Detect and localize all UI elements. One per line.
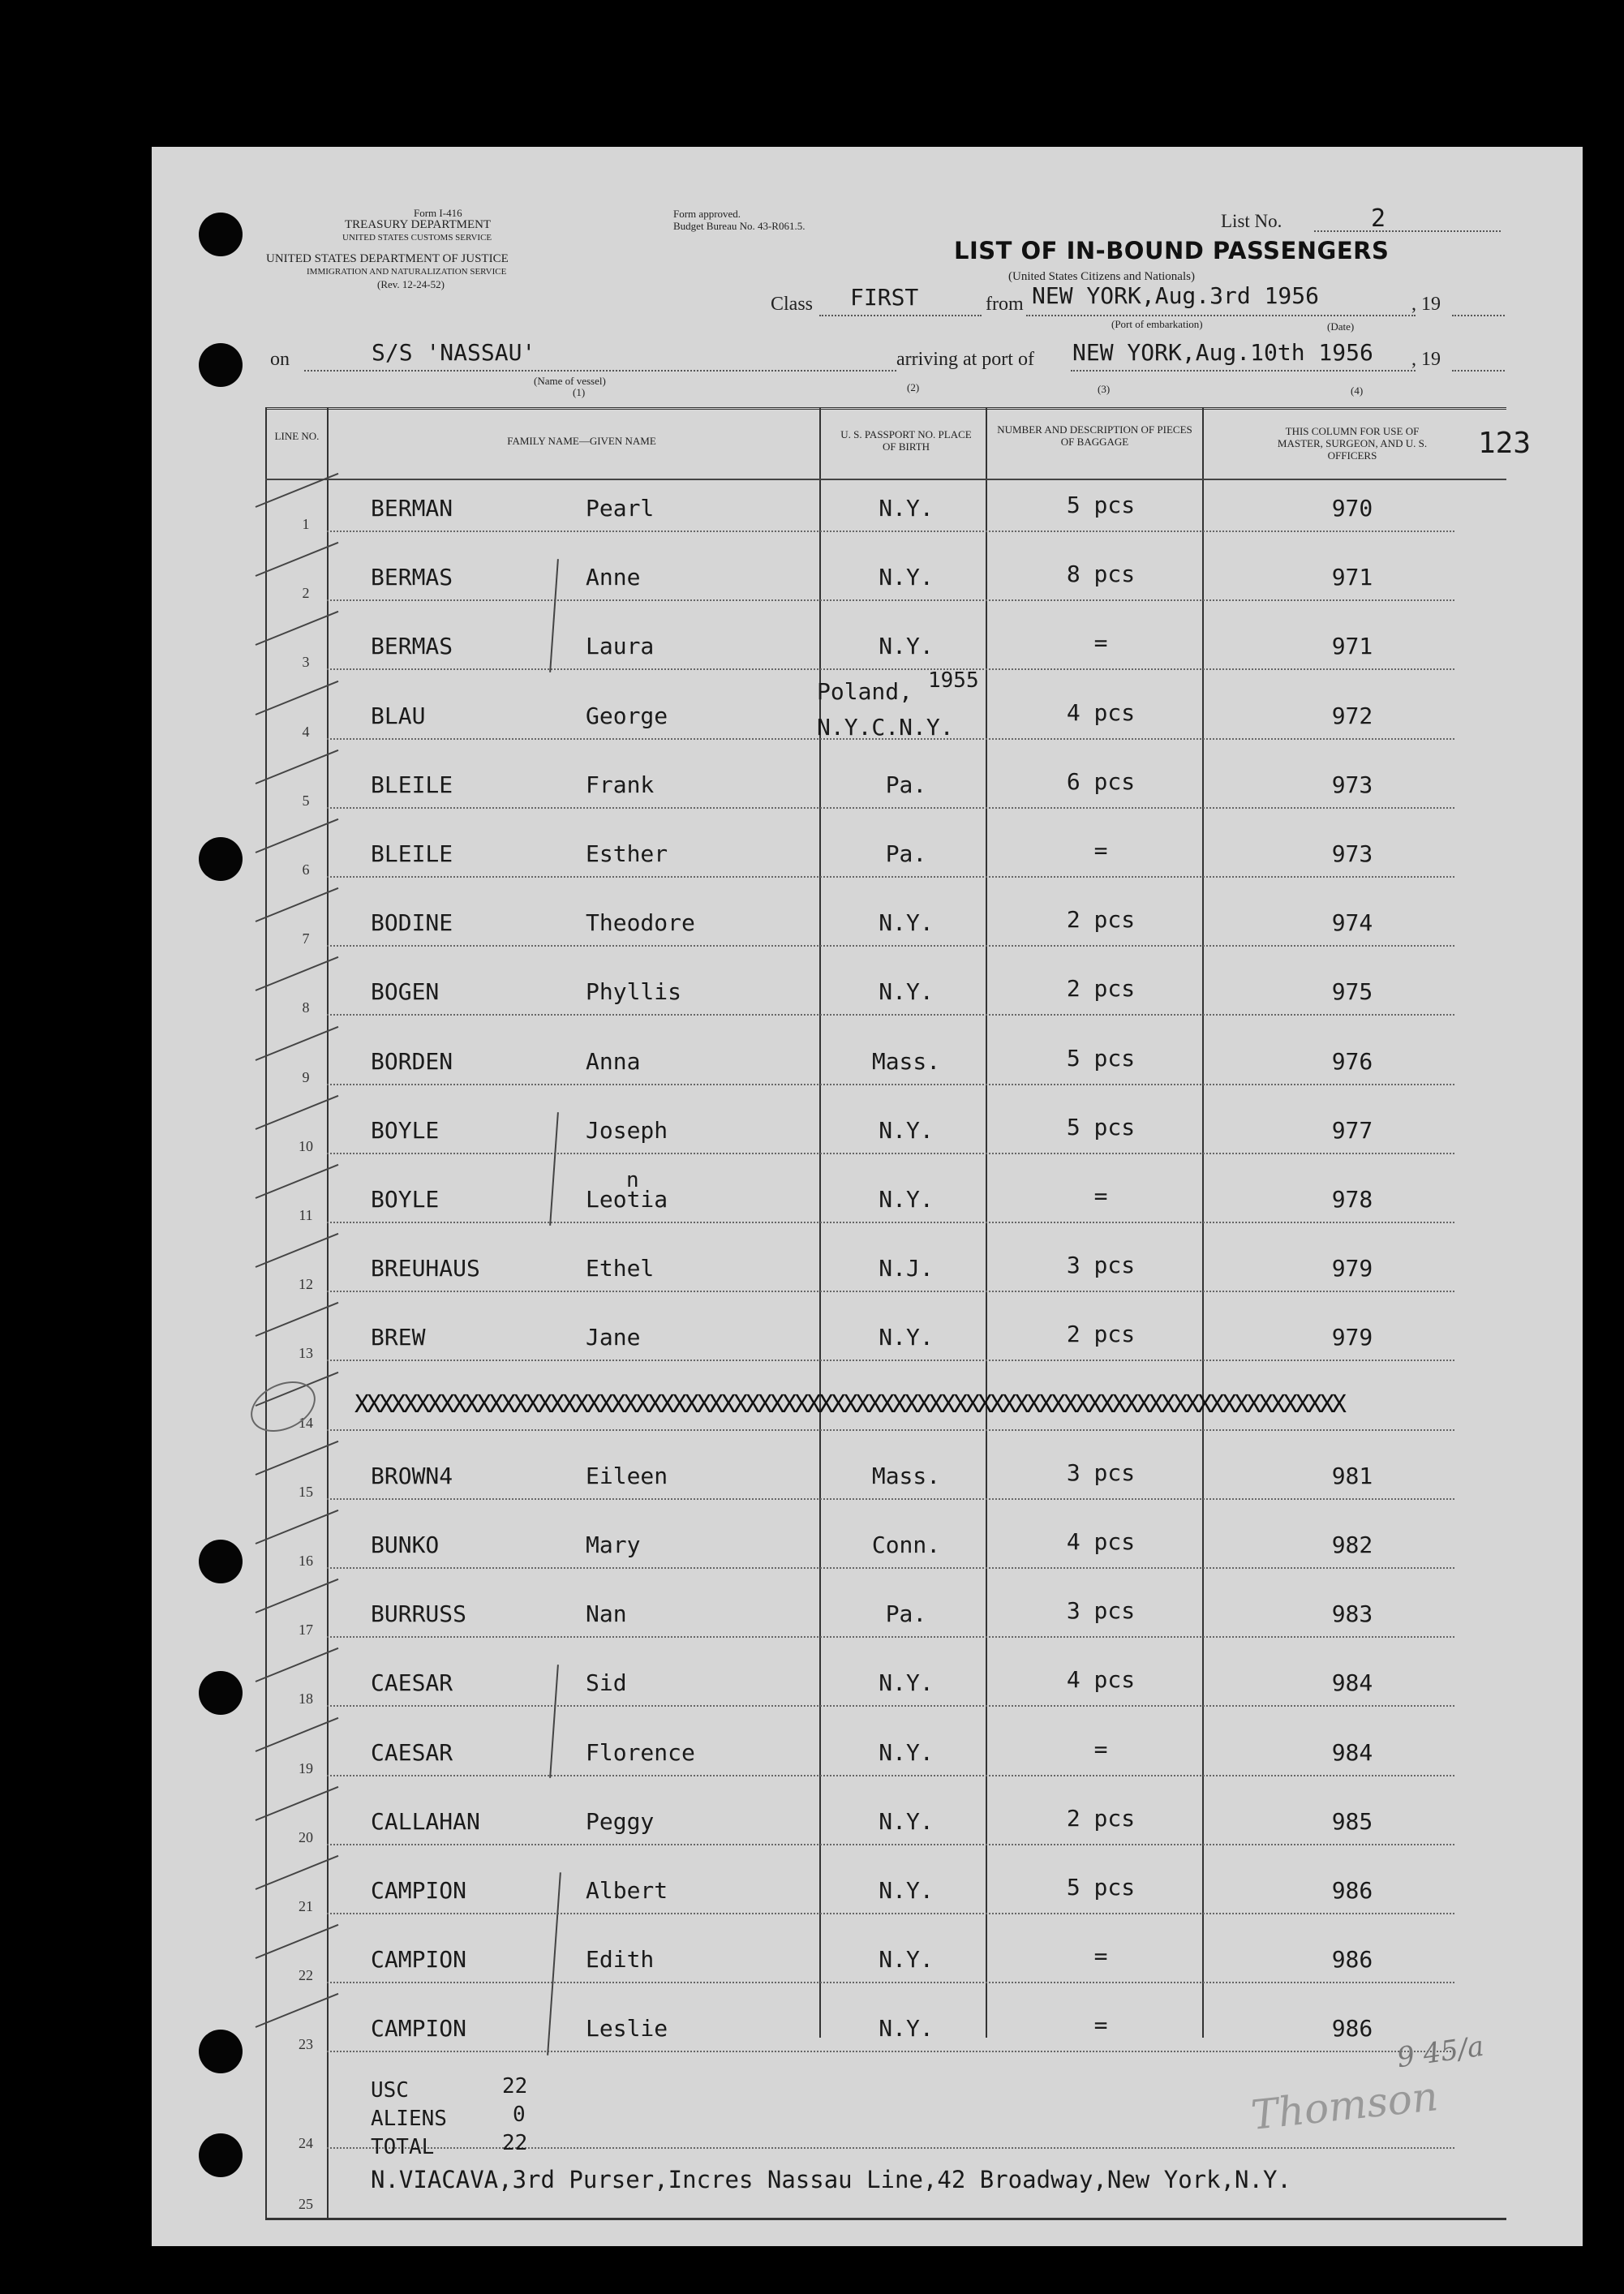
from-label: from <box>986 294 1024 315</box>
officer-number: 973 <box>1331 771 1373 798</box>
place-of-birth: Conn. <box>871 1531 941 1558</box>
purser-signature-line: N.VIACAVA,3rd Purser,Incres Nassau Line,42 Broadway,New York,N.Y. <box>371 2166 1291 2193</box>
struck-out-entry: XXXXXXXXXXXXXXXXXXXXXXXXXXXXXXXXXXXXXXXXXXXXXXXXXXXXXXXXXXXXXXXXXXXXXXXXXXXXXXXXX <box>354 1390 1344 1419</box>
header-bottom-border <box>265 479 1506 480</box>
table-row <box>265 1450 1506 1519</box>
passenger-table <box>265 407 1506 2222</box>
officer-number: 977 <box>1331 1116 1373 1144</box>
row-divider <box>327 1429 1454 1431</box>
arriving-label: arriving at port of <box>896 349 1034 370</box>
given-name: Mary <box>586 1531 641 1558</box>
table-row <box>265 827 1506 896</box>
form-number: Form I-416 <box>414 207 462 219</box>
row-divider <box>327 2051 1454 2052</box>
date-caption: (Date) <box>1327 320 1355 333</box>
baggage-count: = <box>1093 837 1108 864</box>
line-number: 6 <box>302 861 310 878</box>
baggage-count: = <box>1093 1735 1108 1763</box>
table-row <box>265 965 1506 1034</box>
punch-hole <box>199 1671 243 1715</box>
officer-number: 972 <box>1331 702 1373 729</box>
row-divider <box>327 1360 1454 1361</box>
baggage-count: 4 pcs <box>1066 1666 1136 1694</box>
officer-number: 986 <box>1331 2015 1373 2043</box>
line-number: 7 <box>302 930 310 947</box>
place-of-birth: N.Y.C.N.Y. <box>817 713 954 741</box>
handwritten-signature: Thomson <box>1248 2073 1441 2139</box>
col-caption-3: (3) <box>1098 383 1111 395</box>
class-underline <box>819 315 982 316</box>
usc-value: 22 <box>502 2074 528 2099</box>
place-of-birth: Pa. <box>885 1600 927 1628</box>
baggage-count: 2 pcs <box>1066 906 1136 934</box>
department-of-justice: UNITED STATES DEPARTMENT OF JUSTICE <box>266 252 509 265</box>
row-divider <box>327 1844 1454 1845</box>
officer-number: 978 <box>1331 1186 1373 1213</box>
usc-label: USC <box>371 2078 409 2103</box>
line-number: 13 <box>299 1345 313 1362</box>
baggage-count: = <box>1093 629 1108 657</box>
table-row <box>265 896 1506 965</box>
family-name: BOGEN <box>371 978 440 1006</box>
treasury-department: TREASURY DEPARTMENT <box>345 218 492 231</box>
family-name: CAMPION <box>371 1877 467 1904</box>
line-number: 19 <box>299 1759 313 1776</box>
baggage-count: 8 pcs <box>1066 561 1136 588</box>
given-name: Albert <box>586 1877 668 1904</box>
given-name: Nan <box>586 1600 627 1628</box>
baggage-count: 5 pcs <box>1066 1044 1136 1072</box>
given-name: Phyllis <box>586 978 682 1006</box>
place-of-birth: N.Y. <box>879 1669 934 1697</box>
line-number: 12 <box>299 1276 313 1293</box>
col-caption-4: (4) <box>1351 384 1364 397</box>
line-number: 3 <box>302 654 310 671</box>
officer-number: 970 <box>1331 495 1373 522</box>
list-number: 2 <box>1371 204 1386 233</box>
vessel-caption: (Name of vessel) <box>534 375 606 387</box>
budget-bureau: Budget Bureau No. 43-R061.5. <box>673 220 806 232</box>
line-number: 11 <box>299 1207 313 1223</box>
family-name: BREW <box>371 1324 426 1351</box>
family-name: CAMPION <box>371 2015 467 2043</box>
family-name: BOYLE <box>371 1116 440 1144</box>
line-number: 9 <box>302 1068 310 1085</box>
baggage-count: 6 pcs <box>1066 767 1136 795</box>
place-of-birth: N.Y. <box>879 1324 934 1351</box>
table-bottom-border <box>265 2218 1506 2220</box>
baggage-count: 5 pcs <box>1066 492 1136 518</box>
baggage-count: 4 pcs <box>1066 698 1136 726</box>
list-no-underline <box>1314 230 1501 232</box>
row-divider <box>327 1222 1454 1223</box>
line-number: 2 <box>302 585 310 602</box>
family-name: BREUHAUS <box>371 1255 480 1282</box>
aliens-value: 0 <box>513 2103 526 2127</box>
class-value: FIRST <box>850 284 919 311</box>
table-row <box>265 1035 1506 1104</box>
baggage-count: = <box>1093 1943 1108 1970</box>
margin-note: 9 45/a <box>1394 2030 1486 2075</box>
place-of-birth: N.Y. <box>879 564 934 591</box>
family-name: CAESAR <box>371 1669 453 1697</box>
table-row <box>265 1381 1506 1450</box>
line-number: 25 <box>299 2196 313 2212</box>
punch-hole <box>199 1540 243 1583</box>
from-underline <box>1026 315 1416 316</box>
place-of-birth: Mass. <box>871 1047 941 1075</box>
given-name: Edith <box>586 1946 655 1974</box>
arrival-value: NEW YORK,Aug.10th 1956 <box>1072 339 1373 366</box>
row-divider <box>327 945 1454 947</box>
row-divider <box>327 531 1454 532</box>
officer-number: 974 <box>1331 909 1373 937</box>
row-divider <box>327 738 1454 740</box>
arrival-underline <box>1071 370 1416 372</box>
given-name: Laura <box>586 633 655 660</box>
table-row <box>265 1933 1506 2002</box>
place-of-birth: N.Y. <box>879 1807 934 1835</box>
col-header-name: FAMILY NAME—GIVEN NAME <box>507 435 656 447</box>
class-label: Class <box>771 294 814 315</box>
line-number: 18 <box>299 1690 313 1708</box>
officer-number: 976 <box>1331 1047 1373 1075</box>
place-of-birth: N.Y. <box>879 1946 934 1974</box>
row-divider <box>327 1982 1454 1983</box>
table-row <box>265 1242 1506 1311</box>
col-header-line: LINE NO. <box>274 430 320 442</box>
row-divider <box>327 807 1454 809</box>
col-header-baggage: NUMBER AND DESCRIPTION OF PIECES OF BAGGAGE <box>997 423 1192 448</box>
baggage-count: 3 pcs <box>1066 1252 1136 1279</box>
place-of-birth: N.Y. <box>879 495 934 522</box>
table-row <box>265 1726 1506 1795</box>
list-label: List No. <box>1221 211 1282 231</box>
family-name: BLEILE <box>371 840 453 867</box>
family-name: CALLAHAN <box>371 1807 480 1835</box>
year-label-2: , 19 <box>1411 349 1441 370</box>
officer-number: 975 <box>1331 978 1373 1006</box>
officer-number: 984 <box>1331 1669 1373 1697</box>
place-of-birth: N.Y. <box>879 633 934 660</box>
line-number: 16 <box>299 1553 313 1569</box>
row-divider <box>327 599 1454 601</box>
place-of-birth: N.Y. <box>879 1877 934 1904</box>
place-of-birth: Pa. <box>885 771 927 798</box>
given-name: Ethel <box>586 1255 655 1282</box>
row-divider <box>327 1084 1454 1085</box>
place-of-birth: N.Y. <box>879 2015 934 2043</box>
family-name: BUNKO <box>371 1531 440 1558</box>
given-name: Leotia <box>586 1186 668 1213</box>
family-name: BERMAN <box>371 495 453 522</box>
officer-number: 986 <box>1331 1877 1373 1904</box>
place-of-birth: N.Y. <box>879 978 934 1006</box>
place-of-birth-country: Poland, <box>817 677 913 705</box>
baggage-count: 2 pcs <box>1066 975 1136 1003</box>
given-name: George <box>586 702 668 729</box>
line-number: 1 <box>302 516 310 532</box>
col-caption-1: (1) <box>573 386 586 398</box>
given-name: Peggy <box>586 1807 655 1835</box>
total-value: 22 <box>502 2131 528 2155</box>
line-number: 20 <box>299 1828 313 1845</box>
table-row <box>265 1864 1506 1933</box>
officer-number: 971 <box>1331 564 1373 591</box>
given-name: Frank <box>586 771 655 798</box>
given-name: Florence <box>586 1738 695 1766</box>
given-name: Pearl <box>586 495 655 522</box>
punch-hole <box>199 2133 243 2177</box>
family-name: BOYLE <box>371 1186 440 1213</box>
row-divider <box>327 1705 1454 1707</box>
form-subtitle: (United States Citizens and Nationals) <box>1008 270 1195 283</box>
family-name: CAMPION <box>371 1946 467 1974</box>
officer-number: 971 <box>1331 633 1373 660</box>
baggage-count: 2 pcs <box>1066 1321 1136 1348</box>
year-label-1: , 19 <box>1411 294 1441 315</box>
line-number: 17 <box>299 1622 313 1639</box>
officer-number: 981 <box>1331 1462 1373 1489</box>
row-divider <box>327 1636 1454 1638</box>
officer-number: 982 <box>1331 1531 1373 1558</box>
table-row <box>265 758 1506 827</box>
total-label: TOTAL <box>371 2135 435 2159</box>
place-of-birth: Mass. <box>871 1462 941 1489</box>
customs-service: UNITED STATES CUSTOMS SERVICE <box>342 233 492 243</box>
col-caption-2: (2) <box>907 381 920 393</box>
place-of-birth: N.Y. <box>879 1186 934 1213</box>
form-approved: Form approved. <box>673 208 741 220</box>
aliens-label: ALIENS <box>371 2107 447 2131</box>
row-divider <box>327 1291 1454 1292</box>
baggage-count: 3 pcs <box>1066 1597 1136 1625</box>
table-row <box>265 1311 1506 1380</box>
port-embarkation-caption: (Port of embarkation) <box>1111 318 1203 330</box>
punch-hole <box>199 213 243 256</box>
officer-number: 973 <box>1331 840 1373 867</box>
family-name: BORDEN <box>371 1047 453 1075</box>
line-number: 4 <box>302 723 310 740</box>
family-name: BURRUSS <box>371 1600 467 1628</box>
given-name: Anna <box>586 1047 641 1075</box>
line-number: 24 <box>299 2135 313 2151</box>
place-of-birth: Pa. <box>885 840 927 867</box>
table-row <box>265 668 1506 758</box>
officer-number: 985 <box>1331 1807 1373 1835</box>
baggage-count: 2 pcs <box>1066 1804 1136 1832</box>
form-title: LIST OF IN-BOUND PASSENGERS <box>954 237 1390 264</box>
family-name: BROWN4 <box>371 1462 453 1489</box>
naturalization-year: 1955 <box>928 668 979 693</box>
row-divider <box>327 1498 1454 1500</box>
officer-number: 979 <box>1331 1255 1373 1282</box>
line-number: 10 <box>299 1137 313 1154</box>
baggage-count: 3 pcs <box>1066 1458 1136 1486</box>
vessel-name: S/S 'NASSAU' <box>372 339 536 366</box>
line-number: 22 <box>299 1967 313 1984</box>
table-row <box>265 1104 1506 1173</box>
punch-hole <box>199 343 243 387</box>
row-divider <box>327 1913 1454 1914</box>
table-row <box>265 1168 1506 1242</box>
punch-hole <box>199 2030 243 2073</box>
row-divider <box>327 1014 1454 1016</box>
col-header-officers: THIS COLUMN FOR USE OF MASTER, SURGEON, AND U. S. OFFICERS <box>1277 425 1428 462</box>
given-name: Eileen <box>586 1462 668 1489</box>
line-number: 8 <box>302 999 310 1016</box>
baggage-count: 4 pcs <box>1066 1528 1136 1555</box>
baggage-count: 5 pcs <box>1066 1113 1136 1141</box>
row-divider <box>327 2147 1454 2149</box>
given-name: Jane <box>586 1324 641 1351</box>
place-of-birth: N.Y. <box>879 1738 934 1766</box>
family-name: BLAU <box>371 702 426 729</box>
officer-number: 984 <box>1331 1738 1373 1766</box>
family-name: BODINE <box>371 909 453 937</box>
row-divider <box>327 1153 1454 1154</box>
line-number: 23 <box>299 2036 313 2053</box>
baggage-count: 5 pcs <box>1066 1874 1136 1901</box>
table-row <box>265 482 1506 551</box>
given-name: Anne <box>586 564 641 591</box>
officer-number: 986 <box>1331 1946 1373 1974</box>
baggage-count: = <box>1093 2012 1108 2039</box>
place-of-birth: N.Y. <box>879 1116 934 1144</box>
ins-label: IMMIGRATION AND NATURALIZATION SERVICE <box>307 267 507 277</box>
on-label: on <box>270 349 290 370</box>
family-name: BERMAS <box>371 564 453 591</box>
line-number: 21 <box>299 1898 313 1914</box>
baggage-count: = <box>1093 1183 1108 1209</box>
revision-date: (Rev. 12-24-52) <box>377 278 445 290</box>
table-row <box>265 1656 1506 1725</box>
officer-number: 979 <box>1331 1324 1373 1351</box>
line-number: 14 <box>299 1414 313 1431</box>
family-name: BERMAS <box>371 633 453 660</box>
table-row <box>265 551 1506 620</box>
vessel-underline <box>304 370 896 372</box>
row-divider <box>327 876 1454 878</box>
table-row <box>265 1587 1506 1656</box>
row-divider <box>327 1567 1454 1569</box>
row-divider <box>327 1775 1454 1776</box>
table-row <box>265 1795 1506 1864</box>
given-name: Esther <box>586 840 668 867</box>
line-number: 15 <box>299 1483 313 1500</box>
table-row <box>265 1519 1506 1587</box>
table-row <box>265 2002 1506 2071</box>
officer-number: 983 <box>1331 1600 1373 1628</box>
handwritten-insertion: n <box>626 1168 639 1192</box>
table-top-border <box>265 407 1506 410</box>
place-of-birth: N.Y. <box>879 909 934 937</box>
row-divider <box>327 668 1454 670</box>
year-underline-2 <box>1452 370 1505 372</box>
family-name: BLEILE <box>371 771 453 798</box>
given-name: Sid <box>586 1669 627 1697</box>
given-name: Joseph <box>586 1116 668 1144</box>
given-name: Leslie <box>586 2015 668 2043</box>
col-header-passport: U. S. PASSPORT NO. PLACE OF BIRTH <box>840 428 972 453</box>
place-of-birth: N.J. <box>879 1255 934 1282</box>
from-value: NEW YORK,Aug.3rd 1956 <box>1032 282 1320 309</box>
given-name: Theodore <box>586 909 695 937</box>
line-number: 5 <box>302 792 310 809</box>
family-name: CAESAR <box>371 1738 453 1766</box>
page-number: 123 <box>1478 427 1532 460</box>
year-underline-1 <box>1452 315 1505 316</box>
punch-hole <box>199 837 243 881</box>
